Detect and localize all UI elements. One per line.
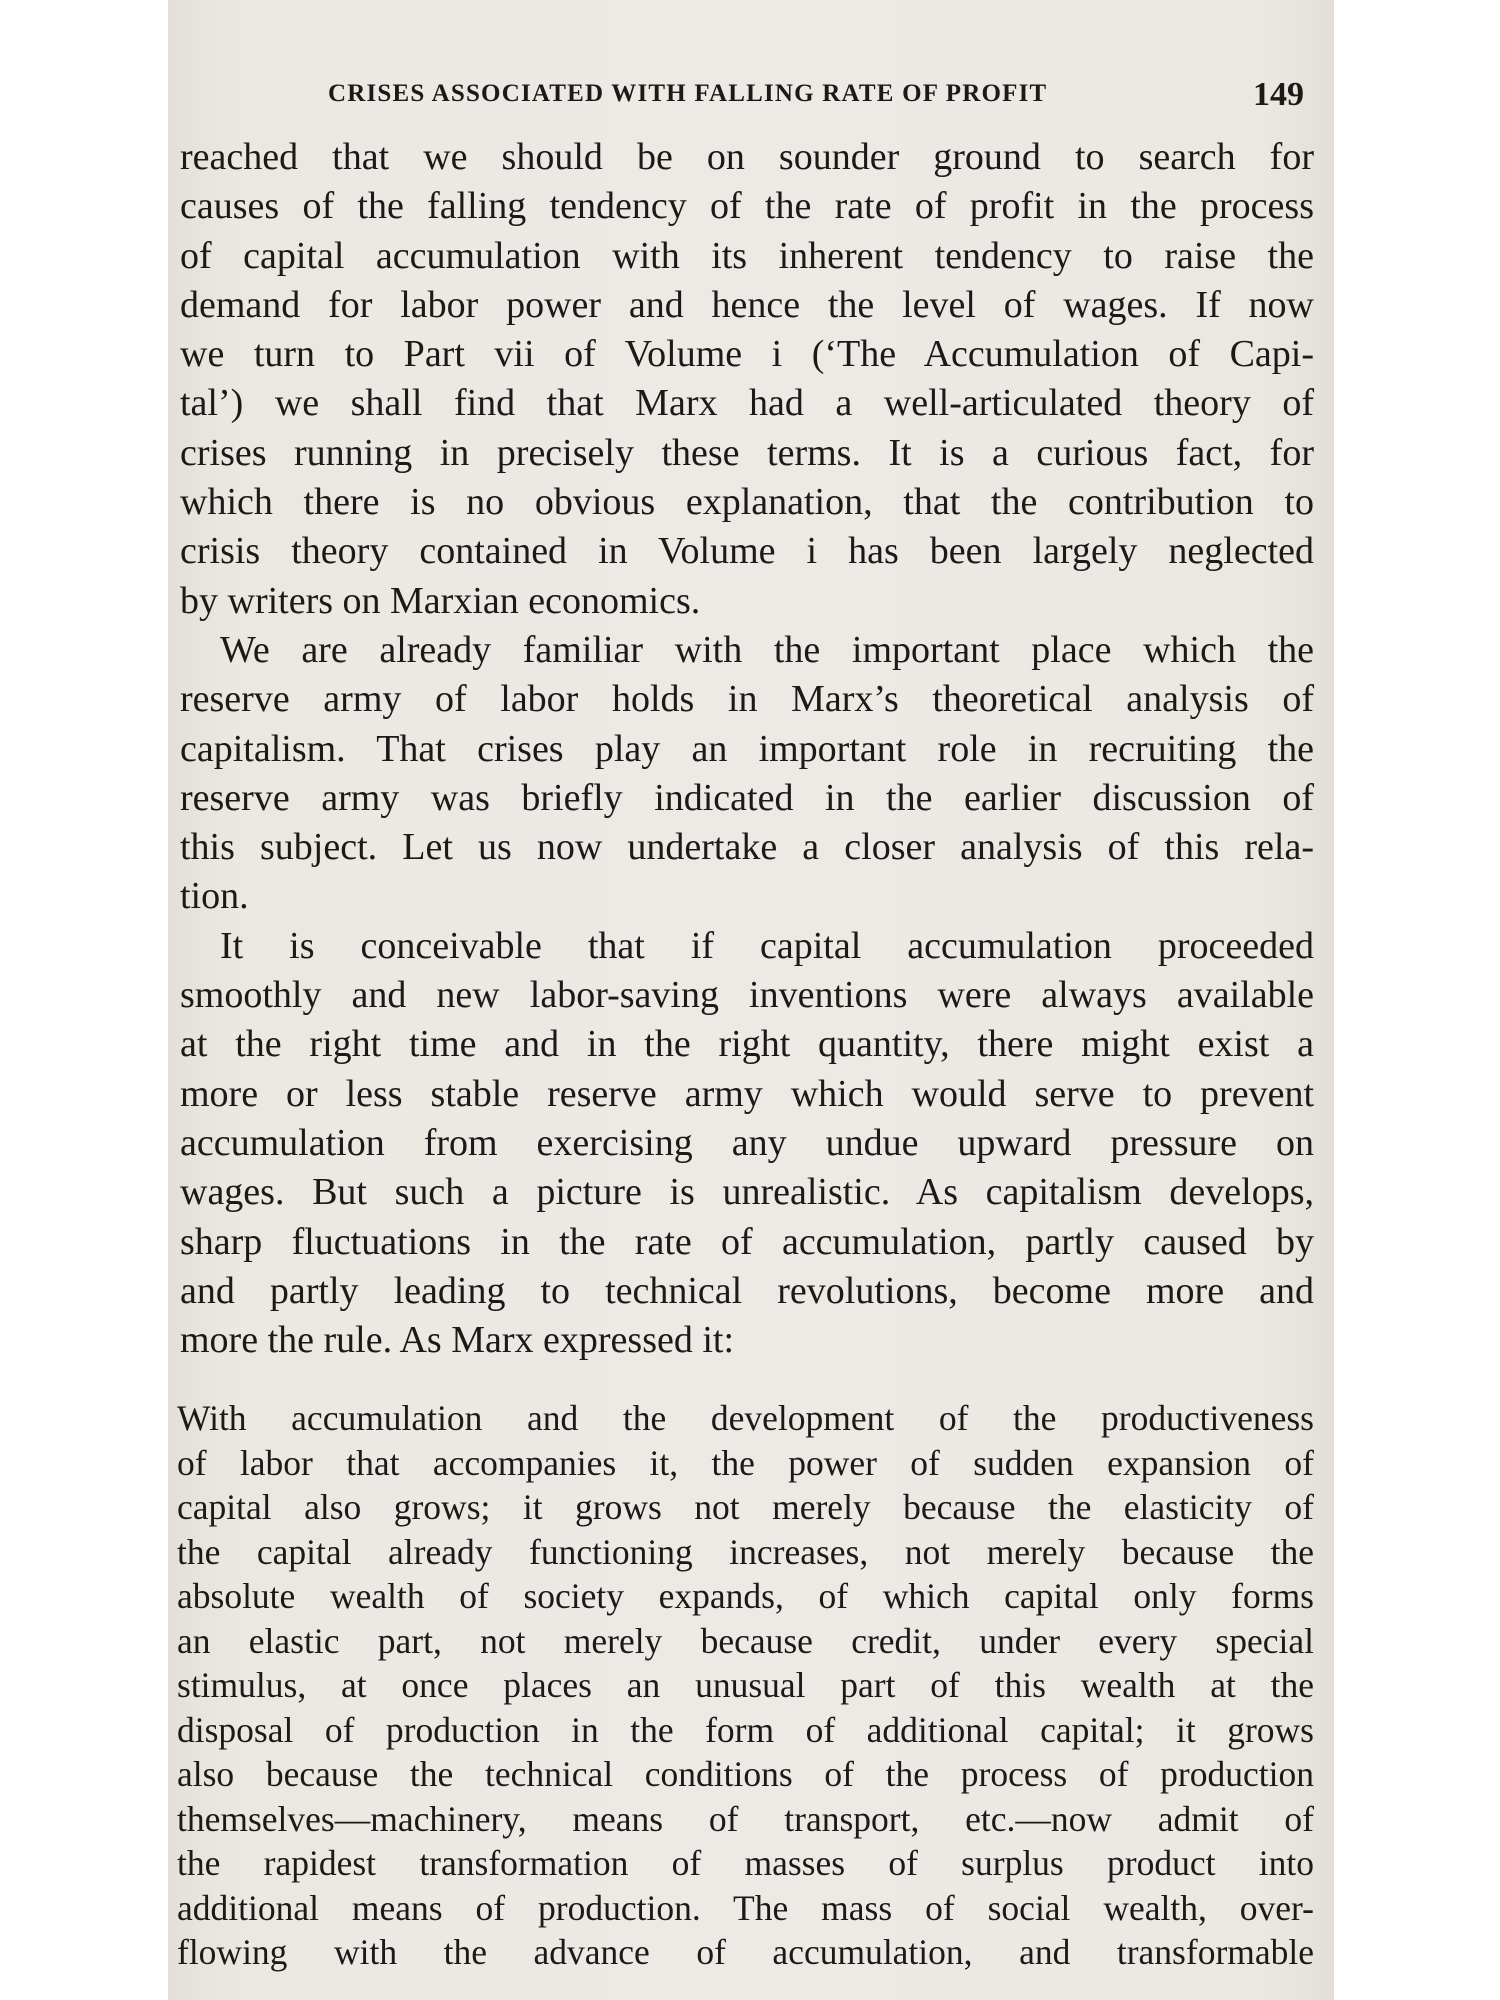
quote-line: stimulus, at once places an unusual part of this wealth at the bbox=[177, 1665, 1314, 1705]
text-line: crisis theory contained in Volume i has been largely neglected bbox=[180, 530, 1314, 573]
block-quote bbox=[177, 1396, 1314, 1975]
quote-line: disposal of production in the form of additional capital; it grows bbox=[177, 1709, 1314, 1750]
text-line: crises running in precisely these terms. It is a curious fact, for bbox=[180, 431, 1314, 474]
text-line: reserve army was briefly indicated in the earlier discussion of bbox=[180, 776, 1314, 819]
running-head: CRISES ASSOCIATED WITH FALLING RATE OF PROFIT bbox=[328, 80, 1048, 107]
text-line: It is conceivable that if capital accumulation proceeded bbox=[220, 924, 1314, 967]
quote-line: themselves—machinery, means of transport, etc.—now admit of bbox=[177, 1798, 1314, 1839]
text-line: by writers on Marxian economics. bbox=[180, 579, 701, 622]
text-line: capitalism. That crises play an important role in recruiting the bbox=[180, 727, 1314, 770]
text-line: demand for labor power and hence the level of wages. If now bbox=[180, 283, 1314, 326]
text-line: wages. But such a picture is unrealistic. As capitalism develops, bbox=[180, 1171, 1314, 1214]
text-line: tion. bbox=[180, 875, 249, 918]
quote-line: the rapidest transformation of masses of surplus product into bbox=[177, 1843, 1314, 1883]
page-header bbox=[328, 76, 1304, 116]
text-line: more or less stable reserve army which would serve to prevent bbox=[180, 1072, 1314, 1115]
paragraph-2 bbox=[180, 626, 1314, 922]
text-line: which there is no obvious explanation, that the contribution to bbox=[180, 481, 1314, 524]
paragraph-1 bbox=[180, 133, 1314, 626]
quote-line: absolute wealth of society expands, of which capital only forms bbox=[177, 1576, 1314, 1616]
quote-line: flowing with the advance of accumulation, and transformable bbox=[177, 1932, 1314, 1972]
quote-line: an elastic part, not merely because credit, under every special bbox=[177, 1620, 1314, 1661]
text-line: causes of the falling tendency of the rate of profit in the process bbox=[180, 185, 1314, 228]
quote-line: capital also grows; it grows not merely because the elasticity of bbox=[177, 1487, 1314, 1527]
page-number: 149 bbox=[1253, 76, 1304, 113]
text-line: We are already familiar with the important place which the bbox=[220, 628, 1314, 671]
main-text bbox=[180, 133, 1314, 1365]
text-line: this subject. Let us now undertake a closer analysis of this rela- bbox=[180, 826, 1314, 869]
text-line: accumulation from exercising any undue upward pressure on bbox=[180, 1121, 1314, 1164]
text-line: more the rule. As Marx expressed it: bbox=[180, 1319, 735, 1362]
text-line: reserve army of labor holds in Marx’s theoretical analysis of bbox=[180, 678, 1314, 721]
quote-line: of labor that accompanies it, the power of sudden expansion of bbox=[177, 1442, 1314, 1483]
text-line: and partly leading to technical revolutions, become more and bbox=[180, 1269, 1314, 1312]
quote-line: additional means of production. The mass of social wealth, over- bbox=[177, 1887, 1314, 1928]
paragraph-3 bbox=[180, 922, 1314, 1366]
quote-line: also because the technical conditions of the process of production bbox=[177, 1754, 1314, 1794]
text-line: of capital accumulation with its inherent tendency to raise the bbox=[180, 234, 1314, 277]
text-line: we turn to Part vii of Volume i (‘The Accumulation of Capi- bbox=[180, 333, 1314, 376]
text-line: tal’) we shall find that Marx had a well-articulated theory of bbox=[180, 382, 1314, 425]
text-line: reached that we should be on sounder ground to search for bbox=[180, 136, 1314, 178]
quote-line: the capital already functioning increases, not merely because the bbox=[177, 1531, 1314, 1572]
text-line: at the right time and in the right quantity, there might exist a bbox=[180, 1023, 1314, 1066]
book-page bbox=[168, 0, 1334, 2000]
text-line: smoothly and new labor-saving inventions were always available bbox=[180, 974, 1314, 1017]
quote-line: With accumulation and the development of the productiveness bbox=[177, 1398, 1314, 1438]
text-line: sharp fluctuations in the rate of accumulation, partly caused by bbox=[180, 1220, 1314, 1263]
